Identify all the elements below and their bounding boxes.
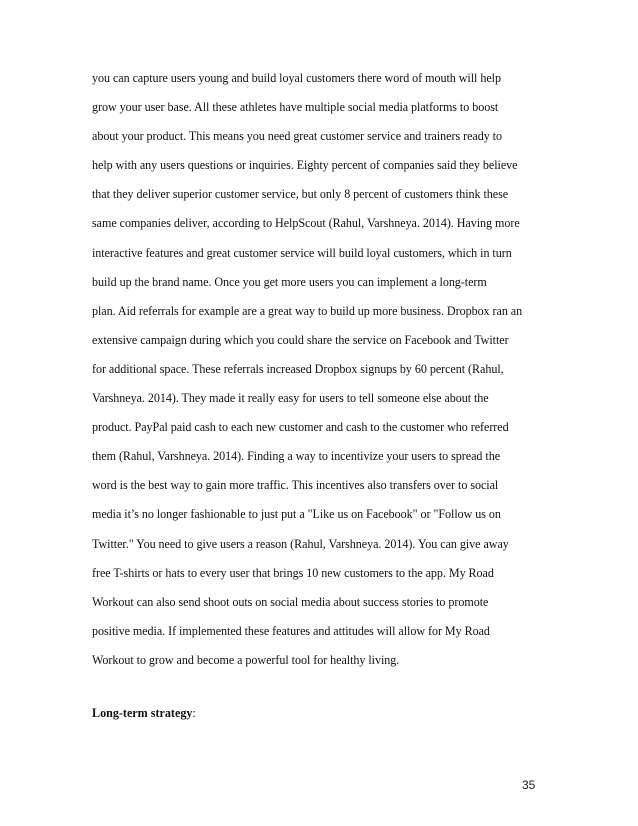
text-line: Workout can also send shoot outs on social media about success stories to promote xyxy=(92,594,489,609)
page-number: 35 xyxy=(522,778,536,792)
text-line: free T-shirts or hats to every user that brings 10 new customers to the app. My Road xyxy=(92,565,494,580)
text-line: same companies deliver, according to HelpScout (Rahul, Varshneya. 2014). Having more xyxy=(92,216,520,231)
text-line: positive media. If implemented these features and attitudes will allow for My Road xyxy=(92,623,490,638)
body-paragraph xyxy=(92,69,552,680)
text-line: interactive features and great customer service will build loyal customers, which in turn xyxy=(92,245,512,260)
section-heading-text: Long-term strategy xyxy=(92,706,193,720)
section-heading-colon: : xyxy=(192,706,196,720)
text-line: Twitter." You need to give users a reason (Rahul, Varshneya. 2014). You can give away xyxy=(92,536,509,551)
text-line: plan. Aid referrals for example are a great way to build up more business. Dropbox ran an xyxy=(92,303,523,318)
text-line: Varshneya. 2014). They made it really easy for users to tell someone else about the xyxy=(92,391,489,406)
text-line: them (Rahul, Varshneya. 2014). Finding a way to incentivize your users to spread the xyxy=(92,449,501,464)
text-line: build up the brand name. Once you get more users you can implement a long-term xyxy=(92,274,487,289)
text-line: that they deliver superior customer service, but only 8 percent of customers think these xyxy=(92,187,509,202)
text-line: grow your user base. All these athletes have multiple social media platforms to boost xyxy=(92,100,499,115)
text-line: word is the best way to gain more traffic. This incentives also transfers over to social xyxy=(92,478,499,493)
text-line: help with any users questions or inquiries. Eighty percent of companies said they believe xyxy=(92,158,518,173)
text-line: media it’s no longer fashionable to just put a "Like us on Facebook" or "Follow us on xyxy=(92,507,501,522)
text-line: product. PayPal paid cash to each new customer and cash to the customer who referred xyxy=(92,420,509,435)
text-line: Workout to grow and become a powerful tool for healthy living. xyxy=(92,652,400,667)
text-line: about your product. This means you need great customer service and trainers ready to xyxy=(92,129,502,144)
text-line: for additional space. These referrals increased Dropbox signups by 60 percent (Rahul, xyxy=(92,361,504,376)
section-heading xyxy=(92,704,196,722)
text-line: extensive campaign during which you could share the service on Facebook and Twitter xyxy=(92,332,509,347)
text-line: you can capture users young and build loyal customers there word of mouth will help xyxy=(92,71,501,85)
